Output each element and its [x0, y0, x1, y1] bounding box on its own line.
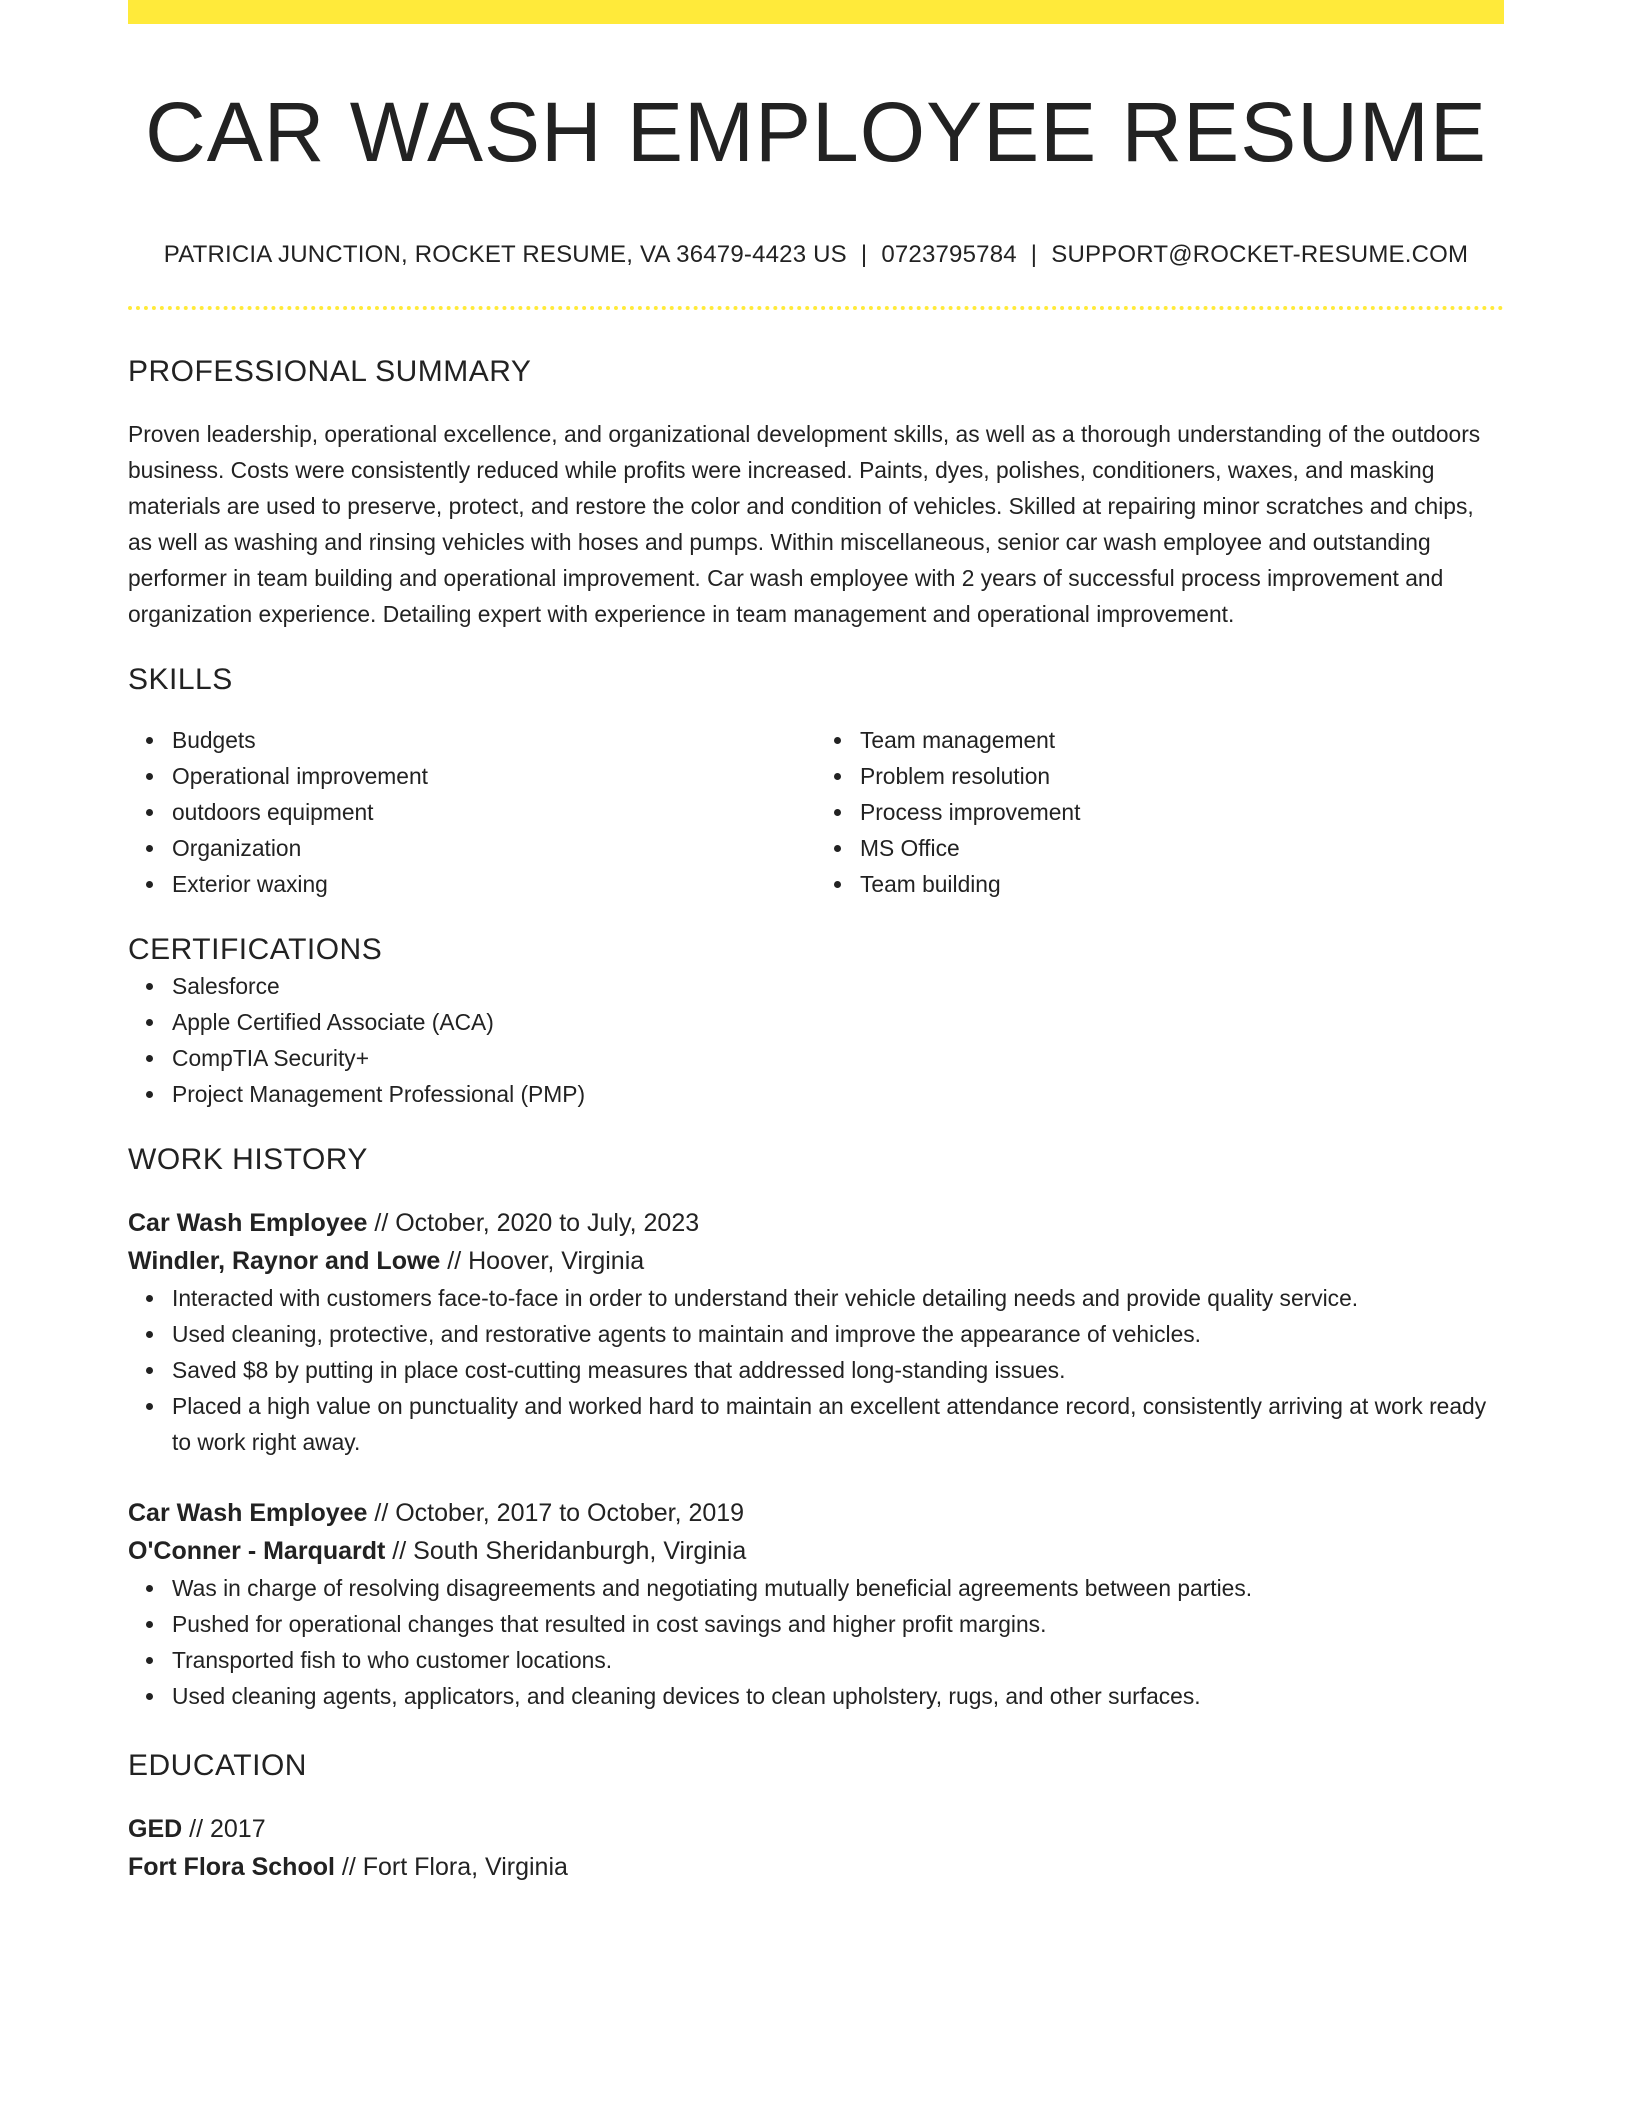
skills-column-right — [816, 722, 1504, 902]
education-degree-line: GED // 2017 — [128, 1814, 266, 1843]
summary-heading: PROFESSIONAL SUMMARY — [128, 354, 532, 388]
job-dates: October, 2020 to July, 2023 — [395, 1208, 700, 1237]
certifications-heading: CERTIFICATIONS — [128, 932, 383, 966]
job-duty-item: Was in charge of resolving disagreements and negotiating mutually beneficial agreements between parties. — [172, 1570, 1504, 1606]
certification-item: Salesforce — [172, 968, 1504, 1004]
skill-item: Team management — [860, 722, 1504, 758]
job-duty-item: Used cleaning, protective, and restorative agents to maintain and improve the appearance of vehicles. — [172, 1316, 1504, 1352]
education-entry — [128, 1810, 1504, 1886]
skill-item: Process improvement — [860, 794, 1504, 830]
skill-item: Organization — [172, 830, 816, 866]
skill-item: outdoors equipment — [172, 794, 816, 830]
job-duty-item: Placed a high value on punctuality and worked hard to maintain an excellent attendance record, consistently arriving at work ready to work right away. — [172, 1388, 1504, 1460]
job-role: Car Wash Employee — [128, 1208, 368, 1237]
job-location: South Sheridanburgh, Virginia — [413, 1536, 747, 1565]
job-entry — [128, 1204, 1504, 1460]
work-history-heading: WORK HISTORY — [128, 1142, 368, 1176]
job-duties — [128, 1570, 1504, 1714]
job-location: Hoover, Virginia — [468, 1246, 645, 1275]
skills-heading: SKILLS — [128, 662, 233, 696]
resume-title: CAR WASH EMPLOYEE RESUME — [145, 85, 1487, 179]
skill-item: Operational improvement — [172, 758, 816, 794]
education-school: Fort Flora School — [128, 1852, 335, 1881]
job-role: Car Wash Employee — [128, 1498, 368, 1527]
certification-item: Apple Certified Associate (ACA) — [172, 1004, 1504, 1040]
education-degree: GED — [128, 1814, 183, 1843]
skills-list — [128, 722, 1504, 902]
resume-page — [128, 0, 1504, 1886]
education-location: Fort Flora, Virginia — [362, 1852, 568, 1881]
job-duty-item: Transported fish to who customer locations. — [172, 1642, 1504, 1678]
job-dates: October, 2017 to October, 2019 — [395, 1498, 745, 1527]
skills-column-left — [128, 722, 816, 902]
skill-item: Team building — [860, 866, 1504, 902]
skill-item: MS Office — [860, 830, 1504, 866]
job-company-line: Windler, Raynor and Lowe // Hoover, Virginia — [128, 1246, 645, 1275]
education-heading: EDUCATION — [128, 1748, 307, 1782]
job-company: O'Conner - Marquardt — [128, 1536, 386, 1565]
job-company: Windler, Raynor and Lowe — [128, 1246, 441, 1275]
job-company-line: O'Conner - Marquardt // South Sheridanburgh, Virginia — [128, 1536, 747, 1565]
skill-item: Problem resolution — [860, 758, 1504, 794]
job-duties — [128, 1280, 1504, 1460]
education-school-line: Fort Flora School // Fort Flora, Virginia — [128, 1852, 568, 1881]
skill-item: Budgets — [172, 722, 816, 758]
education-year: 2017 — [209, 1814, 266, 1843]
job-duty-item: Used cleaning agents, applicators, and cleaning devices to clean upholstery, rugs, and other surfaces. — [172, 1678, 1504, 1714]
job-role-line: Car Wash Employee // October, 2020 to July, 2023 — [128, 1208, 700, 1237]
job-role-line: Car Wash Employee // October, 2017 to October, 2019 — [128, 1498, 745, 1527]
contact-line — [128, 239, 1504, 270]
job-entry — [128, 1494, 1504, 1714]
contact-email: SUPPORT@ROCKET-RESUME.COM — [1051, 240, 1469, 268]
job-duty-item: Saved $8 by putting in place cost-cutting measures that addressed long-standing issues. — [172, 1352, 1504, 1388]
contact-phone: 0723795784 — [881, 240, 1017, 268]
dotted-divider — [128, 306, 1504, 310]
skill-item: Exterior waxing — [172, 866, 816, 902]
certification-item: CompTIA Security+ — [172, 1040, 1504, 1076]
job-duty-item: Pushed for operational changes that resulted in cost savings and higher profit margins. — [172, 1606, 1504, 1642]
accent-bar — [128, 0, 1504, 24]
contact-address: PATRICIA JUNCTION, ROCKET RESUME, VA 36479-4423 US — [163, 240, 847, 268]
contact-separator: | — [1030, 240, 1038, 268]
certification-item: Project Management Professional (PMP) — [172, 1076, 1504, 1112]
certifications-list — [128, 968, 1504, 1112]
contact-separator: | — [860, 240, 868, 268]
summary-text: Proven leadership, operational excellence, and organizational development skills, as well as a thorough understanding of the outdoors business. Costs were consistently reduced while profits were increased. Paints, dyes, polishes, conditioners, waxes, and masking materials are used to preserve, protect, and restore the color and condition of vehicles. Skilled at repairing minor scratches and chips, as well as washing and rinsing vehicles with hoses and pumps. Within miscellaneous, senior car wash employee and outstanding performer in team building and operational improvement. Car wash employee with 2 years of successful process improvement and organization experience. Detailing expert with experience in team management and operational improvement. — [128, 420, 1481, 627]
job-duty-item: Interacted with customers face-to-face in order to understand their vehicle detailing needs and provide quality service. — [172, 1280, 1504, 1316]
